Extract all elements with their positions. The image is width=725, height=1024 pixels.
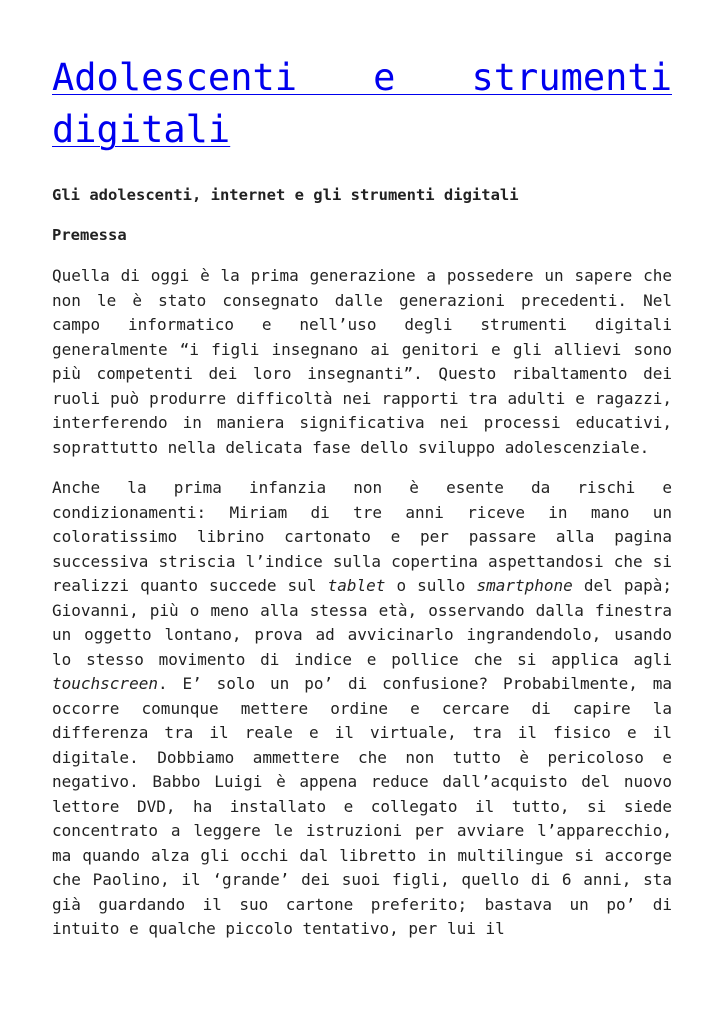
emphasis-smartphone: smartphone [476,576,573,595]
paragraph-2-text: . E’ solo un po’ di confusione? Probabilmente, ma occorre comunque mettere ordine e cercare di capire la differenza tra il reale e il virtuale, tra il fisico e il digitale. Dobbiamo ammettere che non tutto è pericoloso e negativo. Babbo Luigi è appena reduce dall’acquisto del nuovo lettore DVD, ha installato e collegato il tutto, si siede concentrato a leggere le istruzioni per avviare l’apparecchio, ma quando alza gli occhi dal libretto in multilingue si accorge che Paolino, il ‘grande’ dei suoi figli, quello di 6 anni, sta già guardando il suo cartone preferito; bastava un po’ di intuito e qualche piccolo tentativo, per lui il [52,674,672,938]
paragraph-2-text: Anche la prima infanzia non è esente da rischi e condizionamenti: Miriam di tre anni riceve in mano un coloratissimo librino cartonato e per passare alla pagina successiva striscia l’indice sulla copertina aspettandosi che si realizzi quanto succede sul [52,478,672,595]
emphasis-touchscreen: touchscreen [52,674,158,693]
paragraph-1: Quella di oggi è la prima generazione a possedere un sapere che non le è stato consegnato dalle generazioni precedenti. Nel campo informatico e nell’uso degli strumenti digitali generalmente “i figli insegnano ai genitori e gli allievi sono più competenti dei loro insegnanti”. Questo ribaltamento dei ruoli può produrre difficoltà nei rapporti tra adulti e ragazzi, interferendo in maniera significativa nei processi educativi, soprattutto nella delicata fase dello sviluppo adolescenziale. [52,266,672,457]
paragraph-2-text: o sullo [385,576,477,595]
paragraph-2-text: del papà; Giovanni, più o meno alla stessa età, osservando dalla finestra un oggetto lontano, prova ad avvicinarlo ingrandendolo, usando lo stesso movimento di indice e pollice che si applica agli [52,576,673,669]
emphasis-tablet: tablet [327,576,386,595]
section-heading: Premessa [52,226,127,244]
article [52,52,672,942]
article-subtitle: Gli adolescenti, internet e gli strumenti digitali [52,186,519,204]
paragraph-2 [52,476,672,942]
title-link[interactable]: Adolescenti e strumenti digitali [52,56,672,151]
page-title [52,52,672,156]
